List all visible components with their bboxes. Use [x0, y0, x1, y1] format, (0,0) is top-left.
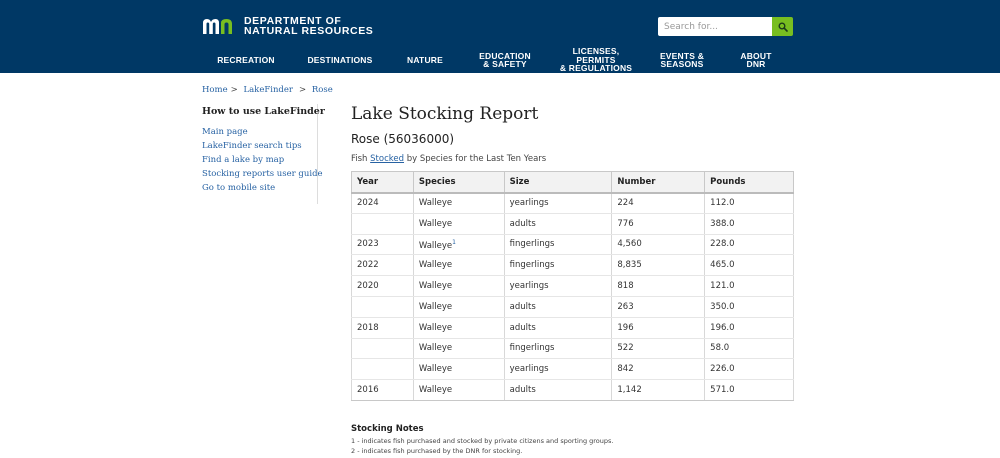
cell-species: [413, 193, 504, 214]
cell-pounds-text: 228.0: [710, 239, 735, 250]
cell-year: [352, 296, 414, 317]
stocking-table: [351, 171, 794, 401]
stocking-note-2: 2 - indicates fish purchased by the DNR for stocking.: [351, 447, 523, 455]
cell-number: [612, 359, 705, 380]
cell-species-text: Walleye: [418, 301, 453, 312]
cell-size: [504, 338, 612, 359]
cell-number-text: 842: [617, 364, 634, 375]
cell-number-text: 263: [617, 301, 634, 312]
cell-size-text: adults: [509, 301, 536, 312]
search-input[interactable]: [658, 17, 772, 36]
sidebar: [202, 104, 325, 204]
cell-number: [612, 213, 705, 234]
breadcrumb-lakefinder[interactable]: LakeFinder: [243, 85, 293, 95]
page-title: Lake Stocking Report: [351, 104, 539, 124]
cell-size-text: yearlings: [509, 364, 549, 375]
cell-pounds: [705, 380, 794, 401]
breadcrumb-separator: >: [230, 85, 238, 95]
cell-year: [352, 276, 414, 297]
cell-species: [413, 359, 504, 380]
cell-number: [612, 234, 705, 255]
cell-pounds: [705, 213, 794, 234]
cell-number: [612, 296, 705, 317]
stocking-note-1: 1 - indicates fish purchased and stocked by private citizens and sporting groups.: [351, 437, 614, 445]
footnote-marker[interactable]: 1: [452, 238, 456, 246]
col-header-species: Species: [413, 172, 504, 193]
col-header-year: Year: [352, 172, 414, 193]
cell-size-text: yearlings: [509, 281, 549, 292]
cell-species: [413, 338, 504, 359]
stocked-link[interactable]: Stocked: [370, 154, 405, 164]
table-caption: [351, 154, 546, 164]
cell-species-text: Walleye: [418, 218, 453, 229]
cell-year-text: 2018: [357, 322, 379, 333]
cell-size: [504, 276, 612, 297]
cell-number-text: 818: [617, 281, 634, 292]
table-row: [352, 296, 794, 317]
lake-name: Rose (56036000): [351, 132, 455, 146]
nav-recreation[interactable]: RECREATION: [217, 54, 275, 65]
cell-species: [413, 380, 504, 401]
nav-education-safety[interactable]: EDUCATION & SAFETY: [479, 50, 531, 69]
cell-species: [413, 234, 504, 255]
cell-size-text: fingerlings: [509, 239, 555, 250]
cell-pounds: [705, 255, 794, 276]
breadcrumb: [202, 85, 333, 95]
table-row: [352, 317, 794, 338]
cell-pounds: [705, 338, 794, 359]
cell-species-text: Walleye: [418, 322, 453, 333]
breadcrumb-rose[interactable]: Rose: [311, 85, 333, 95]
breadcrumb-separator: >: [298, 85, 307, 95]
cell-number-text: 196: [617, 322, 634, 333]
cell-year: [352, 317, 414, 338]
mn-logo-icon: [202, 17, 238, 35]
cell-number-text: 224: [617, 198, 634, 209]
cell-size: [504, 380, 612, 401]
cell-year-text: 2024: [357, 198, 379, 209]
cell-species-text: Walleye: [418, 240, 453, 251]
cell-species-text: Walleye: [418, 260, 453, 271]
cell-year-text: 2022: [357, 260, 379, 271]
cell-size: [504, 317, 612, 338]
table-row: [352, 338, 794, 359]
cell-year-text: 2016: [357, 385, 379, 396]
cell-size: [504, 193, 612, 214]
cell-year-text: 2020: [357, 281, 379, 292]
cell-size-text: adults: [509, 218, 536, 229]
cell-number: [612, 255, 705, 276]
cell-size-text: yearlings: [509, 198, 549, 209]
table-body: [352, 193, 794, 401]
stocking-notes-title: Stocking Notes: [351, 424, 424, 434]
cell-pounds: [705, 193, 794, 214]
cell-year-text: 2023: [357, 239, 379, 250]
cell-size: [504, 213, 612, 234]
search-icon: [778, 22, 788, 32]
cell-pounds-text: 112.0: [710, 198, 735, 209]
cell-year: [352, 213, 414, 234]
cell-pounds: [705, 276, 794, 297]
cell-number-text: 4,560: [617, 239, 642, 250]
cell-species-text: Walleye: [418, 281, 453, 292]
cell-species: [413, 255, 504, 276]
table-header-row: [352, 172, 794, 193]
table-row: [352, 359, 794, 380]
cell-year: [352, 380, 414, 401]
nav-destinations[interactable]: DESTINATIONS: [307, 54, 373, 65]
cell-pounds: [705, 234, 794, 255]
cell-species-text: Walleye: [418, 385, 453, 396]
cell-number-text: 776: [617, 218, 634, 229]
breadcrumb-home[interactable]: Home: [202, 85, 228, 95]
cell-pounds-text: 196.0: [710, 322, 735, 333]
cell-pounds-text: 388.0: [710, 218, 735, 229]
cell-pounds-text: 121.0: [710, 281, 735, 292]
cell-pounds-text: 58.0: [710, 343, 730, 354]
cell-size-text: adults: [509, 322, 536, 333]
cell-size-text: fingerlings: [509, 343, 555, 354]
nav-events-seasons[interactable]: EVENTS & SEASONS: [659, 50, 705, 69]
cell-pounds-text: 226.0: [710, 364, 735, 375]
cell-species: [413, 213, 504, 234]
cell-size: [504, 234, 612, 255]
site-header: [0, 0, 1000, 73]
cell-species-text: Walleye: [418, 343, 453, 354]
cell-species: [413, 276, 504, 297]
cell-number: [612, 317, 705, 338]
table-row: [352, 255, 794, 276]
cell-year: [352, 255, 414, 276]
cell-species: [413, 317, 504, 338]
cell-species-text: Walleye: [418, 198, 453, 209]
nav-about-dnr[interactable]: ABOUT DNR: [740, 50, 772, 69]
cell-number: [612, 380, 705, 401]
table-row: [352, 213, 794, 234]
nav-licenses-permits-regulations[interactable]: LICENSES, PERMITS & REGULATIONS: [559, 46, 633, 74]
cell-size: [504, 296, 612, 317]
sidebar-link-search-tips[interactable]: LakeFinder search tips: [202, 141, 302, 151]
cell-number-text: 8,835: [617, 260, 642, 271]
cell-species-text: Walleye: [418, 364, 453, 375]
table-row: [352, 234, 794, 255]
col-header-pounds: Pounds: [705, 172, 794, 193]
sidebar-title: How to use LakeFinder: [202, 106, 325, 117]
cell-pounds-text: 465.0: [710, 260, 735, 271]
cell-number: [612, 276, 705, 297]
col-header-size: Size: [504, 172, 612, 193]
dnr-logo[interactable]: [202, 16, 373, 36]
cell-year: [352, 359, 414, 380]
cell-species: [413, 296, 504, 317]
cell-number-text: 1,142: [617, 385, 642, 396]
sidebar-link-mobile-site[interactable]: Go to mobile site: [202, 183, 276, 193]
col-header-number: Number: [612, 172, 705, 193]
cell-year: [352, 338, 414, 359]
table-row: [352, 193, 794, 214]
cell-pounds-text: 350.0: [710, 301, 735, 312]
cell-pounds: [705, 317, 794, 338]
table-row: [352, 276, 794, 297]
caption-prefix: Fish: [351, 154, 368, 164]
cell-year: [352, 234, 414, 255]
cell-year: [352, 193, 414, 214]
caption-suffix: by Species for the Last Ten Years: [406, 154, 547, 164]
cell-number: [612, 338, 705, 359]
logo-text-line2: NATURAL RESOURCES: [244, 25, 374, 37]
cell-pounds: [705, 296, 794, 317]
cell-size: [504, 359, 612, 380]
cell-number-text: 522: [617, 343, 634, 354]
cell-pounds-text: 571.0: [710, 385, 735, 396]
cell-number: [612, 193, 705, 214]
logo-text-line1: DEPARTMENT OF: [244, 15, 342, 27]
logo-text: [244, 16, 373, 36]
cell-size: [504, 255, 612, 276]
nav-nature[interactable]: NATURE: [407, 54, 443, 65]
table-row: [352, 380, 794, 401]
sidebar-link-user-guide[interactable]: Stocking reports user guide: [202, 169, 323, 179]
sidebar-link-main-page[interactable]: Main page: [202, 127, 248, 137]
cell-size-text: adults: [509, 385, 536, 396]
cell-size-text: fingerlings: [509, 260, 555, 271]
search-button[interactable]: [772, 17, 793, 36]
sidebar-link-find-by-map[interactable]: Find a lake by map: [202, 155, 285, 165]
cell-pounds: [705, 359, 794, 380]
